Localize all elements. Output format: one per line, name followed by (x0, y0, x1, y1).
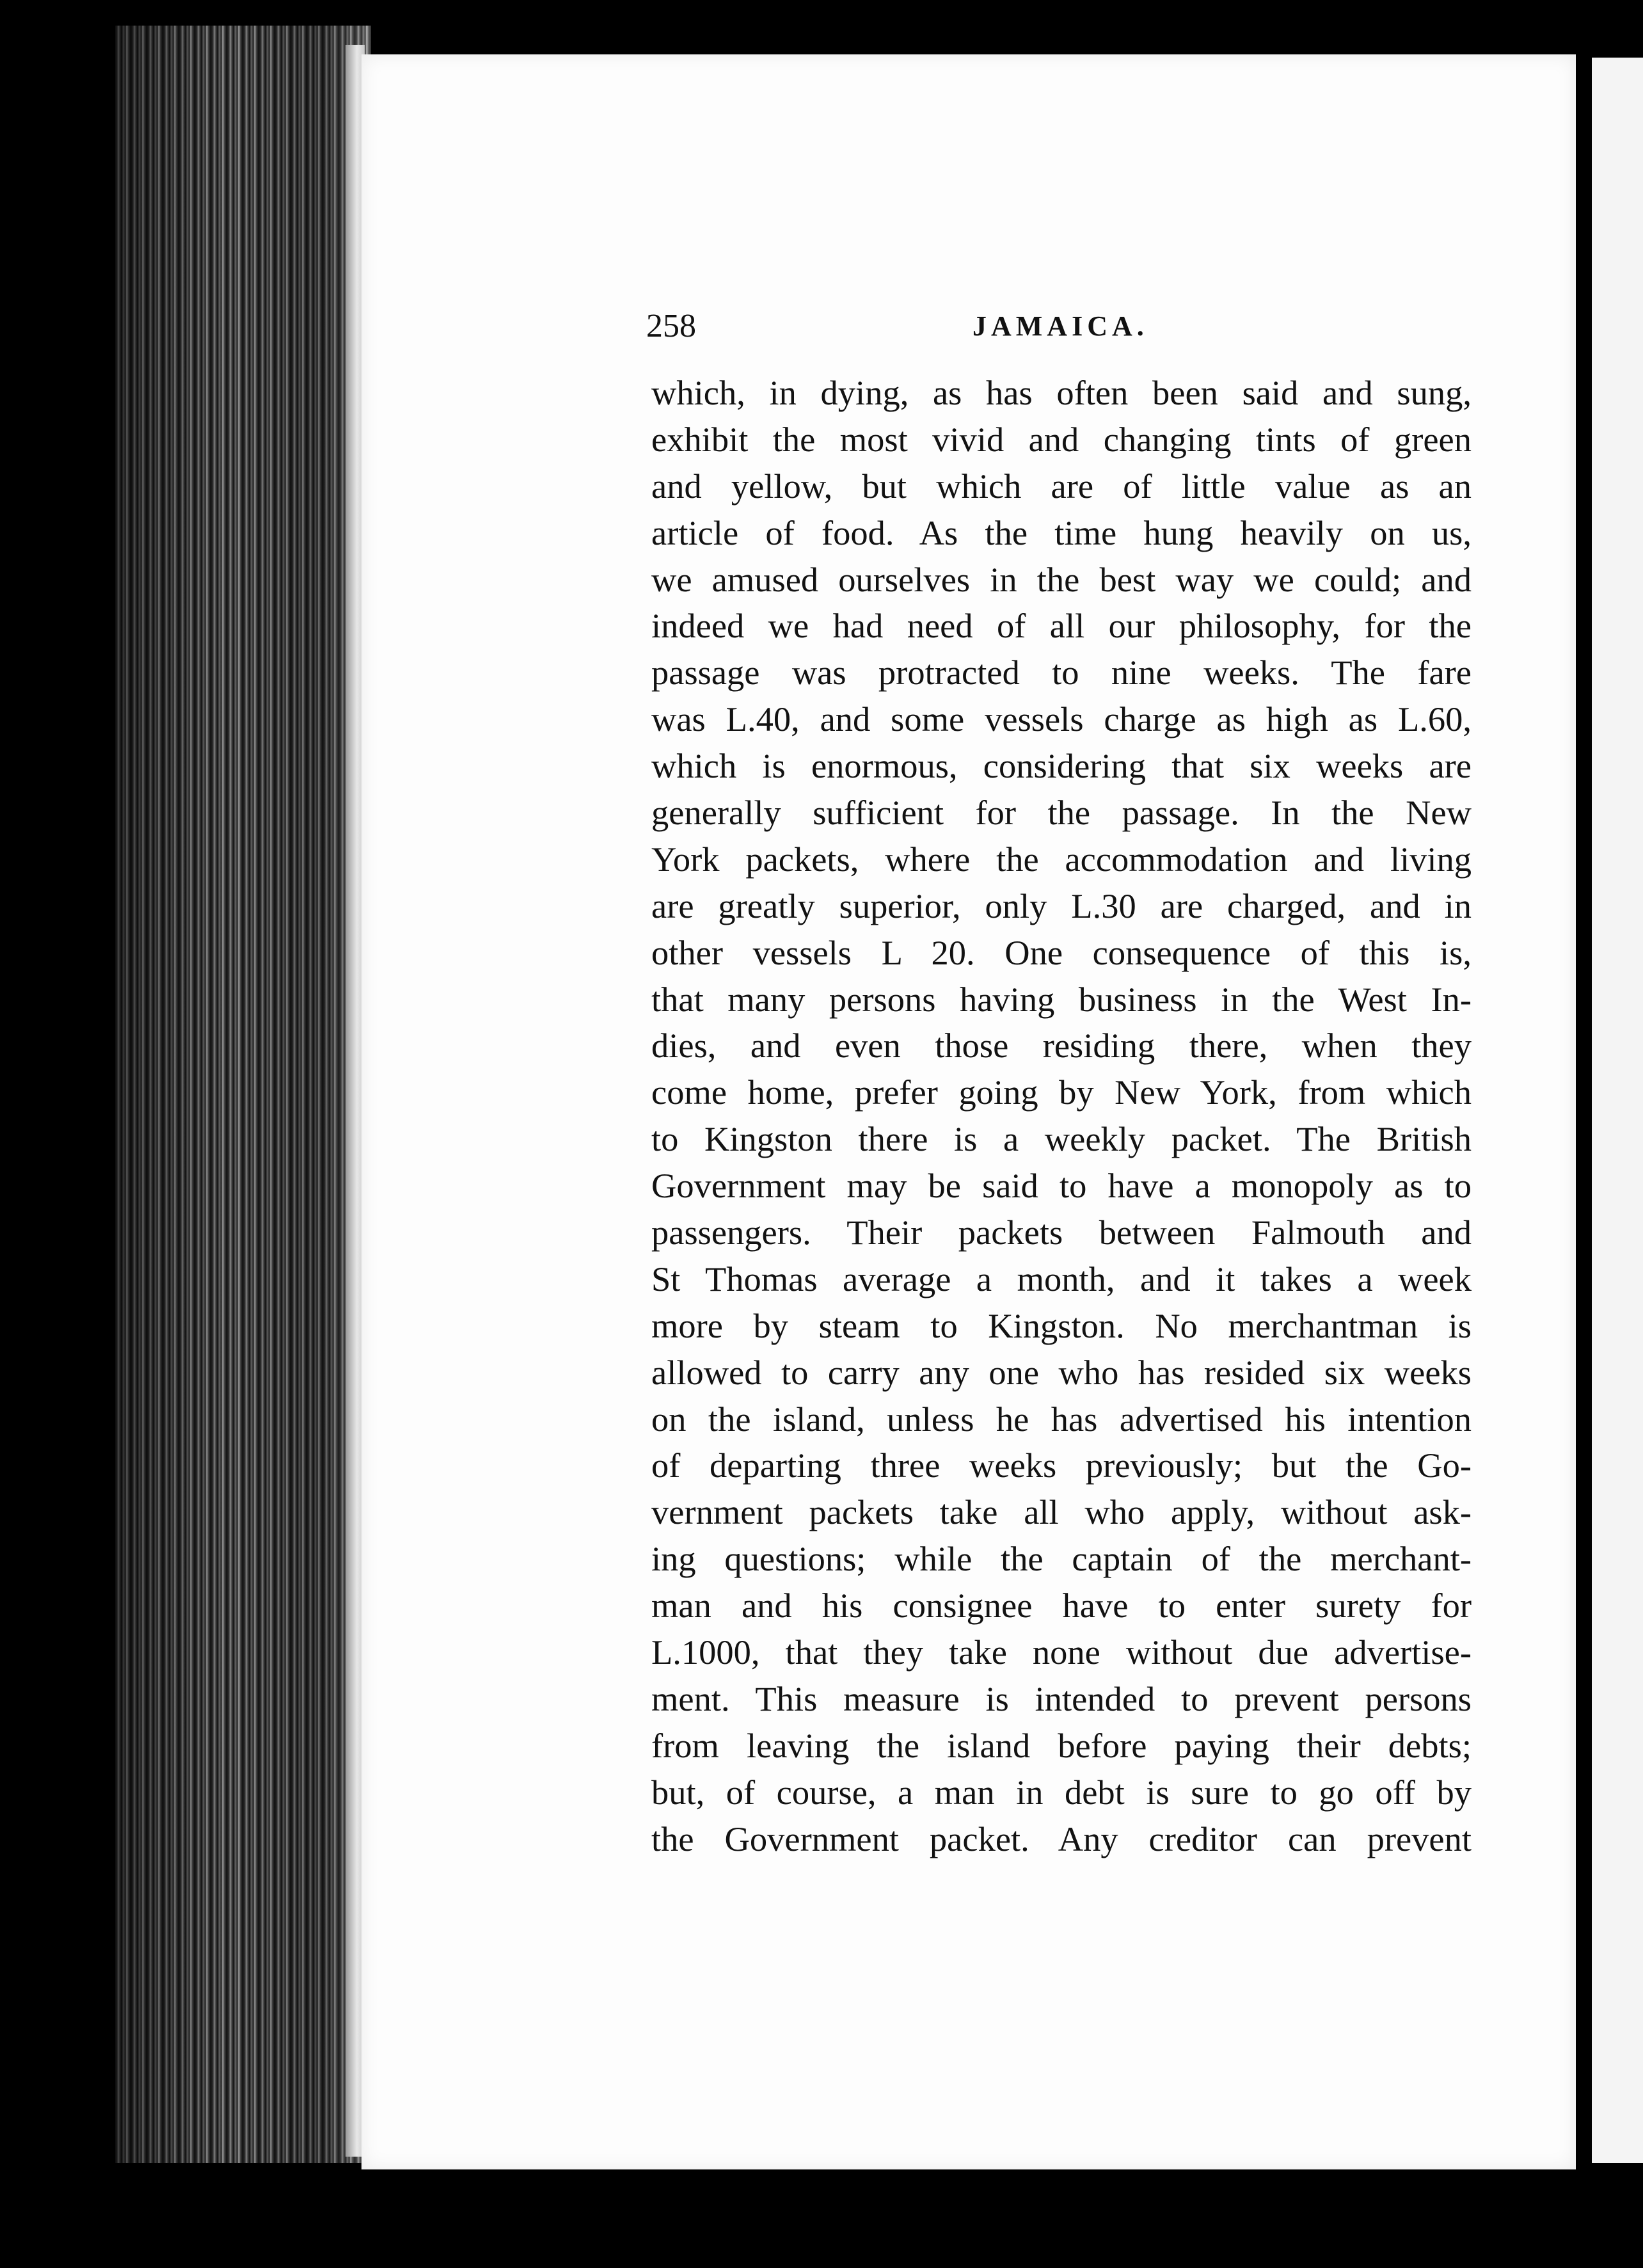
text-line: passengers. Their packets between Falmouth and (651, 1213, 1472, 1252)
text-line: which, in dying, as has often been said and sung, (651, 373, 1472, 412)
text-line: York packets, where the accommodation and living (651, 839, 1472, 879)
running-head (646, 301, 1478, 352)
text-line: indeed we had need of all our philosophy, for the (651, 606, 1472, 646)
text-line: on the island, unless he has advertised his intention (651, 1399, 1472, 1439)
body-text (651, 370, 1472, 1863)
page-number: 258 (646, 308, 696, 344)
text-line: vernment packets take all who apply, without ask- (651, 1492, 1472, 1532)
text-line: dies, and even those residing there, when they (651, 1026, 1472, 1066)
text-line: of departing three weeks previously; but the Go- (651, 1446, 1472, 1485)
text-line: article of food. As the time hung heavily on us, (651, 513, 1472, 552)
text-line: ing questions; while the captain of the merchant- (651, 1539, 1472, 1579)
text-line: other vessels L 20. One consequence of this is, (651, 932, 1472, 972)
text-line: that many persons having business in the West In- (651, 979, 1472, 1019)
text-line: which is enormous, considering that six weeks are (651, 746, 1472, 786)
text-line: man and his consignee have to enter surety for (651, 1586, 1472, 1625)
text-line: was L.40, and some vessels charge as high as L.60, (651, 699, 1472, 739)
text-line: the Government packet. Any creditor can prevent (651, 1819, 1472, 1858)
text-line: ment. This measure is intended to prevent persons (651, 1679, 1472, 1718)
page-edges-shading (115, 26, 371, 2163)
text-line: generally sufficient for the passage. In the New (651, 793, 1472, 833)
text-line: St Thomas average a month, and it takes a week (651, 1259, 1472, 1298)
text-line: come home, prefer going by New York, from which (651, 1073, 1472, 1112)
text-line: passage was protracted to nine weeks. The fare (651, 653, 1472, 692)
adjacent-page (1592, 58, 1643, 2163)
text-line: more by steam to Kingston. No merchantman is (651, 1306, 1472, 1345)
text-line: to Kingston there is a weekly packet. The British (651, 1119, 1472, 1159)
text-line: L.1000, that they take none without due advertise- (651, 1633, 1472, 1672)
text-line: but, of course, a man in debt is sure to go off by (651, 1772, 1472, 1812)
text-line: are greatly superior, only L.30 are charged, and in (651, 886, 1472, 925)
text-line: we amused ourselves in the best way we could; and (651, 559, 1472, 599)
text-line: Government may be said to have a monopoly as to (651, 1166, 1472, 1206)
text-line: and yellow, but which are of little value as an (651, 466, 1472, 506)
text-line: exhibit the most vivid and changing tints of green (651, 419, 1472, 459)
text-line: allowed to carry any one who has resided six weeks (651, 1352, 1472, 1392)
running-title: JAMAICA. (972, 310, 1148, 342)
text-line: from leaving the island before paying their debts; (651, 1725, 1472, 1765)
